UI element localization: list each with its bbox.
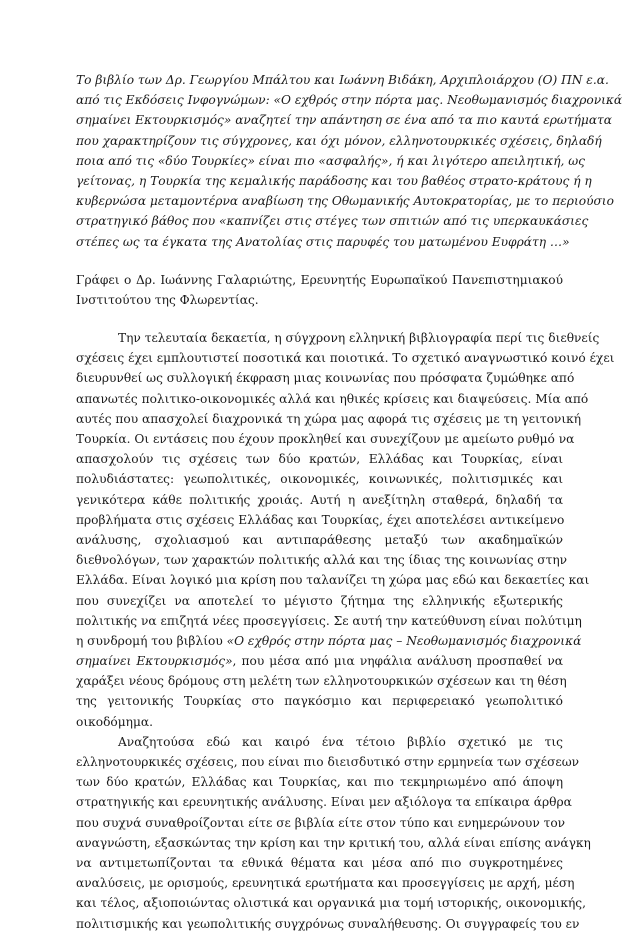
body-line: απανωτές πολιτικο-οικονομικές αλλά και ηθικές κρίσεις και διαψεύσεις. Μία από (76, 391, 589, 406)
body-line: διεθνολόγων, των χαρακτών πολιτικής αλλά και της ίδιας της κοινωνίας στην (76, 553, 568, 568)
body-line: που συνεχίζει να αποτελεί το μέγιστο ζήτημα της ελληνικής εξωτερικής (76, 593, 563, 608)
body-line: Τουρκία. Οι εντάσεις που έχουν προκληθεί και συνεχίζουν με αμείωτο ρυθμό να (76, 432, 575, 446)
intro-line: στέπες ως τα έγκατα της Ανατολίας στις παρυφές του ματωμένου Ευφράτη …» (76, 234, 570, 249)
body-line: σχέσεις έχει εμπλουτιστεί ποσοτικά και ποιοτικά. Το σχετικό αναγνωστικό κοινό έχει (76, 351, 615, 366)
body-paragraph-2 (76, 732, 591, 934)
intro-line: που χαρακτηρίζουν τις σύγχρονες, και όχι μόνον, ελληνοτουρκικές σχέσεις, δηλαδή (76, 133, 602, 148)
book-title: σημαίνει Εκτουρκισμός» (76, 654, 233, 669)
body-text: , που μέσα από μια νηφάλια ανάλυση προσπαθεί να (232, 654, 564, 669)
intro-line: ποια από τις «δύο Τουρκίες» είναι πιο «ασφαλής», ή και λιγότερο απειλητική, ως (76, 153, 586, 168)
body-line: ανάλυσης, σχολιασμού και αντιπαράθεσης μεταξύ των ακαδημαϊκών (76, 532, 563, 547)
intro-line: Το βιβλίο των Δρ. Γεωργίου Μπάλτου και Ιωάννη Βιδάκη, Αρχιπλοιάρχου (Ο) ΠΝ ε.α. (76, 73, 609, 87)
author-line: Ινστιτούτου της Φλωρεντίας. (76, 292, 259, 307)
intro-line: στρατηγικό βάθος που «καπνίζει στις στέγες των σπιτιών από τις υπερκαυκάσιες (76, 214, 589, 229)
spacer (76, 252, 563, 270)
body-line: και τέλος, αξιοποιώντας ολιστικά και οργανικά μια τομή ιστορικής, οικονομικής, (76, 896, 586, 911)
body-paragraph-1 (76, 328, 615, 732)
intro-paragraph (76, 70, 623, 252)
body-line: πολιτικής να επιζητά νέες προσεγγίσεις. Σε αυτή την κατεύθυνση είναι πολύτιμη (76, 613, 582, 628)
body-line: διευρυνθεί ως συλλογική έκφραση μιας κοινωνίας που πρόσφατα ζυμώθηκε από (76, 371, 575, 386)
body-line: της γειτονικής Τουρκίας στο παγκόσμιο και περιφερειακό γεωπολιτικό (76, 694, 563, 709)
body-line: ελληνοτουρκικές σχέσεις, που είναι πιο διεισδυτικό στην ερμηνεία των σχέσεων (76, 755, 580, 769)
body-line: που συχνά συναθροίζονται είτε σε βιβλία είτε στον τύπο και ενημερώνουν τον (76, 815, 566, 830)
body-line: αναλύσεις, με ορισμούς, ερευνητικά ερωτήματα και προσεγγίσεις με αρχή, μέση (76, 876, 575, 891)
body-line-with-title (76, 651, 563, 671)
document-page (76, 70, 623, 934)
author-line: Γράφει ο Δρ. Ιωάννης Γαλαριώτης, Ερευνητής Ευρωπαϊκού Πανεπιστημιακού (76, 272, 563, 287)
body-line: να αντιμετωπίζονται τα εθνικά θέματα και μέσα από πιο συγκροτημένες (76, 855, 563, 870)
body-line: αυτές που απασχολεί διαχρονικά τη χώρα μας αφορά τις σχέσεις με τη γειτονική (76, 411, 582, 426)
body-line: οικοδόμημα. (76, 714, 153, 729)
body-text: η συνδρομή του βιβλίου (76, 633, 227, 648)
body-line: Την τελευταία δεκαετία, η σύγχρονη ελληνική βιβλιογραφία περί τις διεθνείς (118, 331, 600, 346)
body-line: πολιτισμικής και γεωπολιτικής συγχρόνως συναλήθευσης. Οι συγγραφείς του εν (76, 916, 580, 931)
body-line: γενικότερα κάθε πολιτικής χροιάς. Αυτή η ανεξίτηλη σταθερά, δηλαδή τα (76, 492, 563, 507)
body-line-with-title (76, 631, 582, 651)
body-line: στρατηγικής και ερευνητικής ανάλυσης. Είναι μεν αξιόλογα τα επίκαιρα άρθρα (76, 795, 572, 810)
body-line: αναγνώστη, εξασκώντας την κρίση και την κριτική του, αλλά είναι επίσης ανάγκη (76, 835, 591, 850)
intro-line: από τις Εκδόσεις Ινφογνώμων: «Ο εχθρός στην πόρτα μας. Νεοθωμανισμός διαχρονικά (76, 93, 623, 108)
intro-line: κυβερνώσα μεταμοντέρνα αναβίωση της Οθωμανικής Αυτοκρατορίας, με το περιούσιο (76, 194, 614, 209)
body-line: Ελλάδα. Είναι λογικό μια κρίση που ταλανίζει τη χώρα μας εδώ και δεκαετίες και (76, 573, 590, 588)
body-line: χαράξει νέους δρόμους στη μελέτη των ελληνοτουρκικών σχέσεων και τη θέση (76, 674, 567, 689)
intro-line: σημαίνει Εκτουρκισμός» αναζητεί την απάντηση σε ένα από τα πιο καυτά ερωτήματα (76, 113, 613, 128)
author-byline (76, 270, 563, 310)
body-line: των δύο κρατών, Ελλάδας και Τουρκίας, και πιο τεκμηριωμένο από άποψη (76, 775, 563, 790)
body-line: προβλήματα στις σχέσεις Ελλάδας και Τουρκίας, έχει αποτελέσει αντικείμενο (76, 512, 565, 527)
book-title: «Ο εχθρός στην πόρτα μας – Νεοθωμανισμός διαχρονικά (226, 633, 582, 648)
spacer (76, 310, 563, 328)
body-line: απασχολούν τις σχέσεις των δύο κρατών, Ελλάδας και Τουρκίας, είναι (76, 452, 563, 467)
body-line: Αναζητούσα εδώ και καιρό ένα τέτοιο βιβλίο σχετικό με τις (118, 734, 563, 749)
body-line: πολυδιάστατες: γεωπολιτικές, οικονομικές, κοινωνικές, πολιτισμικές και (76, 472, 563, 487)
intro-line: γείτονας, η Τουρκία της κεμαλικής παράδοσης και του βαθέος στρατο-κράτους ή η (76, 173, 592, 188)
